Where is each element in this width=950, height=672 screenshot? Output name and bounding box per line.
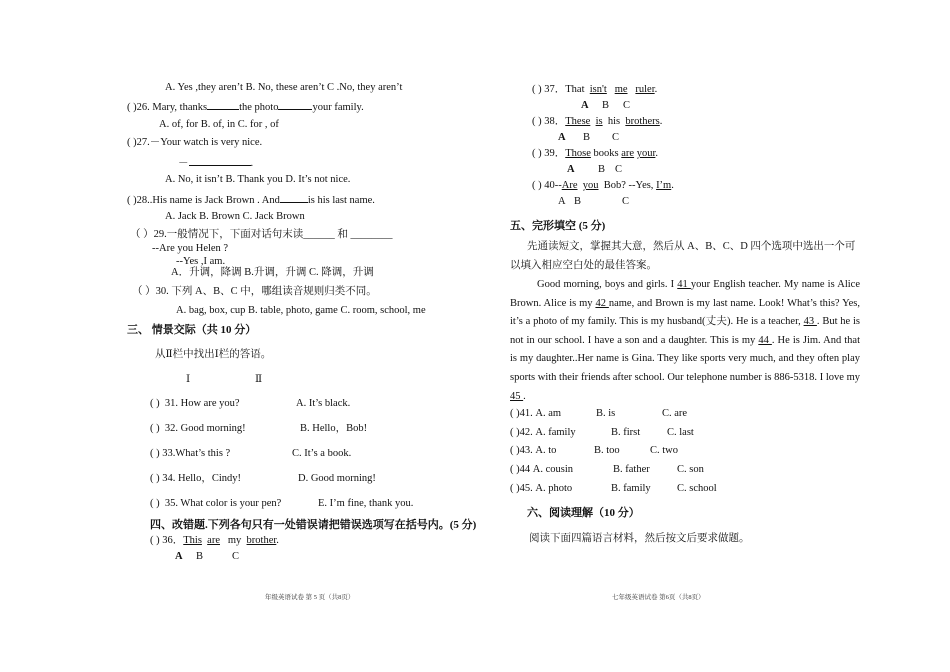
q37-label-c: C [623, 100, 631, 111]
q27-options: A. No, it isn’t B. Thank you D. It’s not nice. [165, 174, 351, 185]
cloze-option-row-42: ( )42. A. family [510, 427, 576, 438]
question-28: ( )28..His name is Jack Brown . And is his last name. [127, 192, 375, 208]
question-38: ( ) 38．These is his brothers. [532, 116, 663, 127]
cloze-option-45-b: B. family [611, 483, 651, 494]
cloze-blank-44: 44 [758, 334, 772, 346]
section5-title: 五、完形填空 (5 分) [510, 220, 606, 232]
match-row-35: ( ) 35. What color is your pen? [150, 498, 282, 509]
cloze-option-44-c: C. son [677, 464, 704, 475]
answer-blank[interactable] [278, 99, 312, 110]
match-answer-b: B. Hello，Bob! [300, 423, 368, 434]
q29-line1: --Are you Helen ? [152, 243, 229, 254]
question-39: ( ) 39．Those books are your. [532, 148, 659, 159]
cloze-option-44-b: B. father [613, 464, 650, 475]
q36-label-c: C [232, 551, 240, 562]
cloze-option-row-41: ( )41. A. am [510, 408, 562, 419]
cloze-blank-42: 42 [595, 297, 609, 309]
match-answer-e: E. I’m fine, thank you. [318, 498, 414, 509]
cloze-blank-43: 43 [803, 316, 817, 328]
cloze-option-45-c: C. school [677, 483, 717, 494]
section6-instruction: 阅读下面四篇语言材料，然后按文后要求做题。 [529, 533, 750, 544]
q38-label-b: B [583, 132, 591, 143]
q36-label-b: B [196, 551, 204, 562]
question-37: ( ) 37．That isn't me ruler. [532, 84, 658, 95]
match-row-32: ( ) 32. Good morning! [150, 423, 246, 434]
cloze-option-41-b: B. is [596, 408, 616, 419]
q25-options: A. Yes ,they aren’t B. No, these aren’t C .No, they aren’t [165, 82, 403, 93]
section3-instruction: 从Ⅱ栏中找出Ⅰ栏的答语。 [155, 349, 272, 360]
q28-options: A. Jack B. Brown C. Jack Brown [165, 211, 305, 222]
cloze-option-row-44: ( )44 A. cousin [510, 464, 573, 475]
question-30: （ ）30. 下列 A、B、C 中，哪组读音规则归类不同。 [132, 286, 377, 297]
match-answer-d: D. Good morning! [298, 473, 376, 484]
match-row-33: ( ) 33.What’s this ? [150, 448, 231, 459]
page-footer-right: 七年级英语试卷 第6页（共8页） [612, 594, 705, 601]
q29-options: A．升调，降调 B.升调，升调 C. 降调，升调 [171, 267, 374, 278]
q39-label-a: A [567, 164, 575, 175]
q38-label-c: C [612, 132, 620, 143]
page-footer: 年级英语试卷 第 5 页（共8页） [265, 594, 355, 601]
question-27: ( )27.－Your watch is very nice. [127, 137, 263, 148]
q39-label-b: B [598, 164, 606, 175]
cloze-blank-41: 41 [677, 279, 691, 290]
cloze-option-41-c: C. are [662, 408, 688, 419]
answer-blank[interactable] [189, 155, 251, 166]
section4-title: 四、改错题.下列各句只有一处错误请把错误选项写在括号内。(5 分) [150, 519, 477, 531]
cloze-option-43-c: C. two [650, 445, 679, 456]
match-row-34: ( ) 34. Hello，Cindy! [150, 473, 241, 484]
question-40: ( ) 40--Are you Bob? --Yes, I’m. [532, 180, 674, 191]
match-answer-c: C. It’s a book. [292, 448, 352, 459]
cloze-option-42-b: B. first [611, 427, 641, 438]
cloze-option-42-c: C. last [667, 427, 694, 438]
q37-label-b: B [602, 100, 610, 111]
section3-title: 三、 情景交际（共 10 分） [127, 324, 257, 336]
question-26: ( )26. Mary, thanks the photo your family. [127, 99, 364, 115]
answer-blank[interactable] [207, 99, 239, 110]
column-2-heading: Ⅱ [255, 374, 263, 385]
q36-label-a: A [175, 551, 183, 562]
section5-instruction-1: 先通读短文，掌握其大意，然后从 A、B、C、D 四个选项中选出一个可 [527, 241, 856, 252]
column-1-heading: Ⅰ [186, 374, 191, 385]
section6-title: 六、阅读理解（10 分） [527, 507, 640, 519]
q38-label-a: A [558, 132, 566, 143]
match-row-31: ( ) 31. How are you? [150, 398, 240, 409]
cloze-option-43-b: B. too [594, 445, 620, 456]
q40-label-b: B [574, 196, 582, 207]
q40-label-a: A [558, 196, 566, 207]
question-36: ( ) 36．This are my brother. [150, 535, 279, 546]
question-29: （ ）29.一般情况下，下面对话句末读______ 和 ________ [130, 229, 393, 240]
q29-line2: --Yes ,I am. [176, 256, 226, 267]
cloze-passage: Good morning, boys and girls. I 41 your English teacher. My name is Alice Brown. Alice is my 42 name, and Brown is my last name. Look! What’s this? Yes, it’s a photo of my family. This is my husband(丈夫). He is a teacher, 43 . But he is not in our school. I have a son and a daughter. This is my 44 . He is Jim. And that is my daughter..Her name is Gina. They like sports very much, and they often play sports with their friends after school. Our telephone number is 886-5318. I love my 45 . [510, 279, 861, 402]
match-answer-a: A. It’s black. [296, 398, 351, 409]
cloze-option-row-45: ( )45. A. photo [510, 483, 573, 494]
q30-options: A. bag, box, cup B. table, photo, game C. room, school, me [176, 305, 426, 316]
q40-label-c: C [622, 196, 630, 207]
q27-reply: － . [178, 155, 253, 171]
q37-label-a: A [581, 100, 589, 111]
q39-label-c: C [615, 164, 623, 175]
q26-options: A. of, for B. of, in C. for , of [159, 119, 279, 130]
answer-blank[interactable] [280, 192, 308, 203]
cloze-blank-45: 45 [510, 390, 524, 402]
cloze-option-row-43: ( )43. A. to [510, 445, 557, 456]
section5-instruction-2: 以填入相应空白处的最佳答案。 [510, 260, 657, 271]
